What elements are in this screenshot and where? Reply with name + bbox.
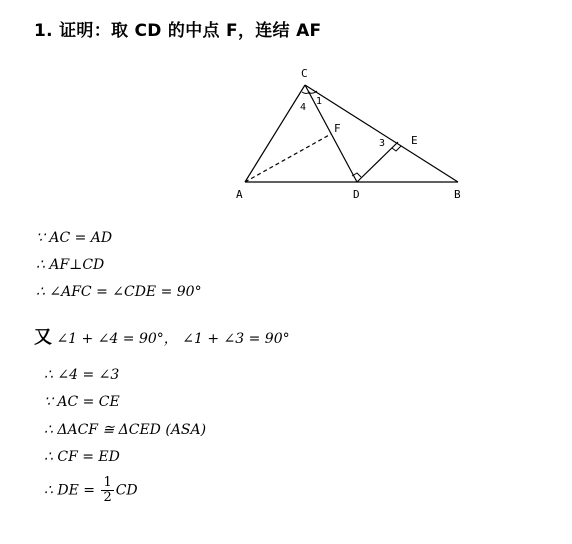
proof-heading: 1. 证明：取 CD 的中点 F，连结 AF [34, 21, 322, 41]
segment-cb [305, 85, 458, 182]
segment-ac [245, 85, 305, 182]
label-point-d: D [353, 188, 360, 201]
fraction-numerator: 1 [103, 475, 112, 490]
segment-af-dashed [245, 134, 331, 182]
proof-line-1: ∵ AC = AD [36, 230, 113, 246]
segment-de [357, 142, 398, 182]
label-angle-1: 1 [316, 96, 323, 107]
proof-line-2: ∴ AF⊥CD [36, 257, 105, 273]
segment-cd [305, 85, 357, 182]
proof-line-5: ∴ ∠4 = ∠3 [44, 367, 120, 383]
proof-line-8: ∴ CF = ED [44, 449, 120, 465]
proof-line-4-rest: ∠1 + ∠4 = 90°， ∠1 + ∠3 = 90° [52, 331, 290, 347]
geometry-figure [228, 62, 478, 207]
label-angle-4: 4 [300, 102, 307, 113]
label-point-c: C [301, 67, 308, 80]
label-point-f: F [334, 122, 341, 135]
fraction-one-half [101, 476, 113, 505]
angle-arc-c-inner [302, 92, 310, 94]
proof-line-4 [34, 323, 290, 349]
label-point-a: A [236, 188, 243, 201]
fraction-denominator: 2 [103, 490, 112, 505]
proof-line-4-prefix: 又 [34, 327, 52, 348]
label-angle-3: 3 [379, 138, 386, 149]
proof-line-3: ∴ ∠AFC = ∠CDE = 90° [36, 284, 202, 300]
label-point-e: E [411, 134, 418, 147]
proof-line-9-prefix: ∴ DE = [44, 482, 95, 499]
proof-line-6: ∵ AC = CE [44, 394, 120, 410]
proof-line-9-suffix: CD [115, 482, 138, 499]
proof-line-7: ∴ ΔACF ≅ ΔCED (ASA) [44, 422, 207, 438]
proof-line-9 [44, 476, 138, 505]
label-point-b: B [454, 188, 461, 201]
